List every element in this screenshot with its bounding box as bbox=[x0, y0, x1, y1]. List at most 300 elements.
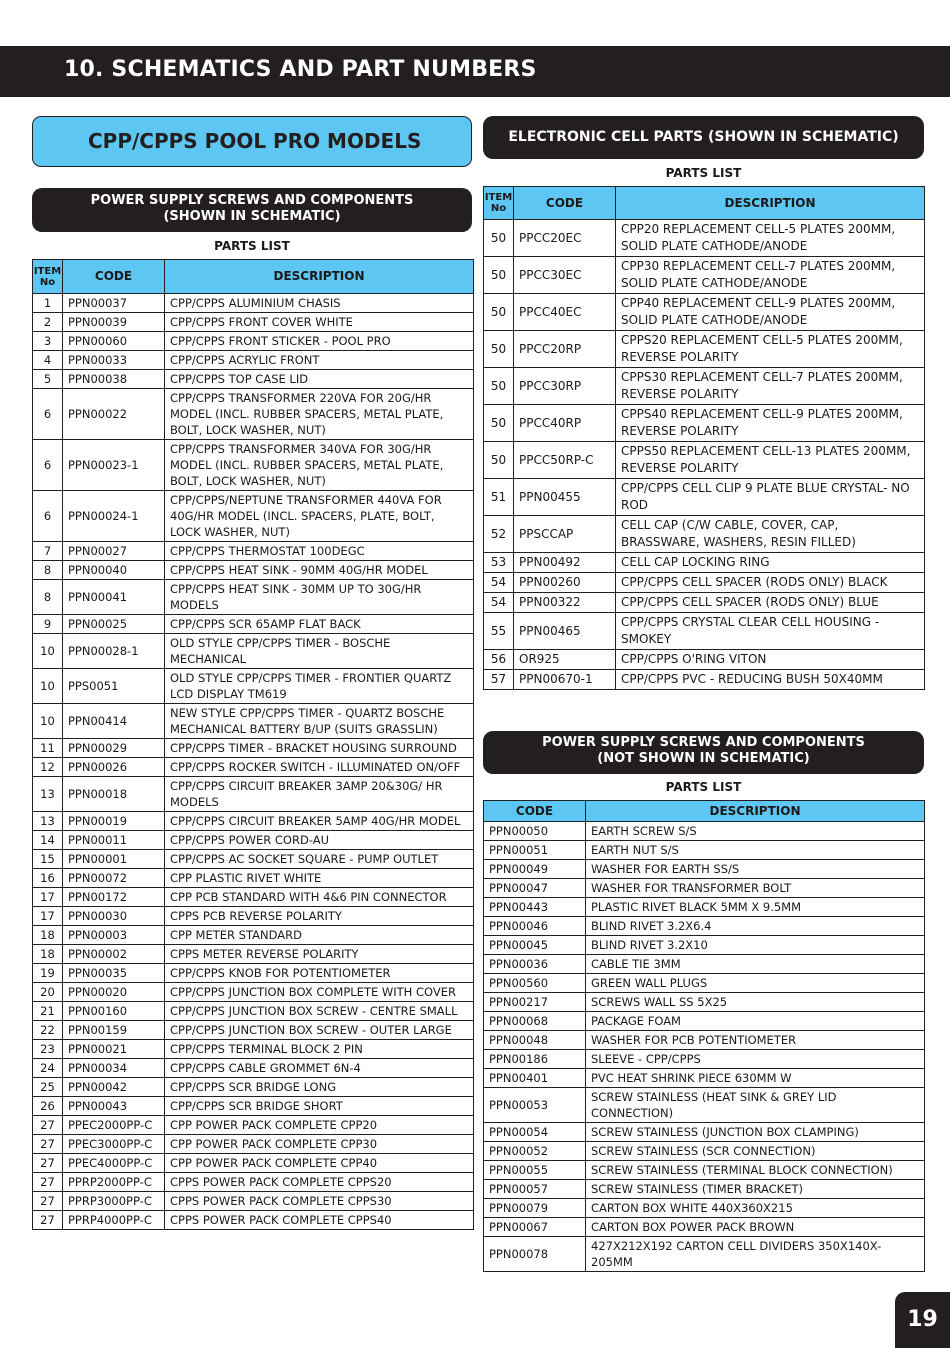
part-code: PPN00068 bbox=[484, 1012, 586, 1031]
item-number: 21 bbox=[33, 1002, 63, 1021]
table-row bbox=[33, 580, 474, 615]
part-code: PPN00028-1 bbox=[63, 634, 165, 669]
part-code: PPN00030 bbox=[63, 907, 165, 926]
part-description: CABLE TIE 3MM bbox=[586, 955, 925, 974]
part-description: CPP/CPPS POWER CORD-AU bbox=[165, 831, 474, 850]
part-description: CPP/CPPS CELL SPACER (RODS ONLY) BLUE bbox=[616, 593, 925, 613]
table-row bbox=[484, 1199, 925, 1218]
part-description: CPP/CPPS CABLE GROMMET 6N-4 bbox=[165, 1059, 474, 1078]
models-title-box bbox=[32, 116, 472, 167]
part-code: PPRP3000PP-C bbox=[63, 1192, 165, 1211]
models-title: CPP/CPPS POOL PRO MODELS bbox=[88, 129, 422, 153]
part-description: SCREW STAINLESS (TERMINAL BLOCK CONNECTION) bbox=[586, 1161, 925, 1180]
part-description: CPP/CPPS JUNCTION BOX SCREW - OUTER LARGE bbox=[165, 1021, 474, 1040]
part-code: PPN00051 bbox=[484, 841, 586, 860]
table-row bbox=[33, 1173, 474, 1192]
part-description: CPPS PCB REVERSE POLARITY bbox=[165, 907, 474, 926]
part-code: PPN00052 bbox=[484, 1142, 586, 1161]
part-code: PPN00001 bbox=[63, 850, 165, 869]
part-description: CPP/CPPS JUNCTION BOX COMPLETE WITH COVER bbox=[165, 983, 474, 1002]
part-code: PPN00033 bbox=[63, 351, 165, 370]
part-description: SCREW STAINLESS (SCR CONNECTION) bbox=[586, 1142, 925, 1161]
table-row bbox=[33, 389, 474, 440]
part-description: CPP/CPPS TOP CASE LID bbox=[165, 370, 474, 389]
item-number: 50 bbox=[484, 294, 514, 331]
table-row bbox=[33, 907, 474, 926]
item-number: 56 bbox=[484, 650, 514, 670]
part-code: PPN00035 bbox=[63, 964, 165, 983]
part-code: PPN00025 bbox=[63, 615, 165, 634]
power-supply-shown-title-line2: (SHOWN IN SCHEMATIC) bbox=[163, 209, 341, 224]
item-number: 50 bbox=[484, 331, 514, 368]
table-row bbox=[484, 1069, 925, 1088]
item-number: 19 bbox=[33, 964, 63, 983]
table-row bbox=[33, 561, 474, 580]
table-row bbox=[33, 294, 474, 313]
table-row bbox=[484, 573, 925, 593]
table-row bbox=[484, 220, 925, 257]
table-row bbox=[33, 888, 474, 907]
table-row bbox=[484, 860, 925, 879]
part-description: CPP/CPPS FRONT COVER WHITE bbox=[165, 313, 474, 332]
table-row bbox=[484, 955, 925, 974]
part-description: CPPS POWER PACK COMPLETE CPPS30 bbox=[165, 1192, 474, 1211]
part-description: CPP/CPPS CELL SPACER (RODS ONLY) BLACK bbox=[616, 573, 925, 593]
item-number: 9 bbox=[33, 615, 63, 634]
table-row bbox=[33, 704, 474, 739]
part-description: OLD STYLE CPP/CPPS TIMER - BOSCHE MECHANICAL bbox=[165, 634, 474, 669]
part-description: CPPS50 REPLACEMENT CELL-13 PLATES 200MM, REVERSE POLARITY bbox=[616, 442, 925, 479]
item-number: 6 bbox=[33, 440, 63, 491]
table-row bbox=[33, 542, 474, 561]
item-number: 13 bbox=[33, 812, 63, 831]
table-row bbox=[33, 926, 474, 945]
part-code: PPN00217 bbox=[484, 993, 586, 1012]
part-code: PPN00260 bbox=[514, 573, 616, 593]
part-code: PPN00322 bbox=[514, 593, 616, 613]
item-number: 6 bbox=[33, 389, 63, 440]
item-number: 7 bbox=[33, 542, 63, 561]
item-number: 2 bbox=[33, 313, 63, 332]
part-description: CARTON BOX POWER PACK BROWN bbox=[586, 1218, 925, 1237]
table-row bbox=[33, 1040, 474, 1059]
table-row bbox=[484, 670, 925, 690]
part-code: PPN00078 bbox=[484, 1237, 586, 1272]
table-row bbox=[33, 1097, 474, 1116]
item-number: 25 bbox=[33, 1078, 63, 1097]
part-description: CPP40 REPLACEMENT CELL-9 PLATES 200MM, SOLID PLATE CATHODE/ANODE bbox=[616, 294, 925, 331]
part-description: SCREW STAINLESS (JUNCTION BOX CLAMPING) bbox=[586, 1123, 925, 1142]
table-row bbox=[484, 1218, 925, 1237]
table-row bbox=[484, 479, 925, 516]
part-description: CPPS30 REPLACEMENT CELL-7 PLATES 200MM, REVERSE POLARITY bbox=[616, 368, 925, 405]
item-number: 27 bbox=[33, 1173, 63, 1192]
parts-list-label-left: PARTS LIST bbox=[214, 239, 290, 253]
part-description: CPP/CPPS TRANSFORMER 340VA FOR 30G/HR MODEL (INCL. RUBBER SPACERS, METAL PLATE, BOLT, LOCK WASHER, NUT) bbox=[165, 440, 474, 491]
part-description: CPP/CPPS AC SOCKET SQUARE - PUMP OUTLET bbox=[165, 850, 474, 869]
part-description: PVC HEAT SHRINK PIECE 630MM W bbox=[586, 1069, 925, 1088]
table-row bbox=[484, 1180, 925, 1199]
table-row bbox=[484, 331, 925, 368]
item-number: 10 bbox=[33, 669, 63, 704]
power-supply-not-shown-banner bbox=[483, 731, 924, 774]
col-header-code: CODE bbox=[484, 801, 586, 822]
part-description: CELL CAP (C/W CABLE, COVER, CAP, BRASSWARE, WASHERS, RESIN FILLED) bbox=[616, 516, 925, 553]
item-number: 12 bbox=[33, 758, 63, 777]
page-number: 19 bbox=[895, 1292, 950, 1348]
item-number: 50 bbox=[484, 220, 514, 257]
item-number: 8 bbox=[33, 561, 63, 580]
part-code: PPN00047 bbox=[484, 879, 586, 898]
part-code: PPCC20EC bbox=[514, 220, 616, 257]
item-number: 50 bbox=[484, 405, 514, 442]
item-number: 13 bbox=[33, 777, 63, 812]
table-row bbox=[484, 1088, 925, 1123]
part-description: BLIND RIVET 3.2X10 bbox=[586, 936, 925, 955]
table-row bbox=[484, 405, 925, 442]
part-description: SCREW STAINLESS (TIMER BRACKET) bbox=[586, 1180, 925, 1199]
item-number: 54 bbox=[484, 573, 514, 593]
part-code: PPS0051 bbox=[63, 669, 165, 704]
table-row bbox=[33, 945, 474, 964]
item-number: 14 bbox=[33, 831, 63, 850]
item-number: 23 bbox=[33, 1040, 63, 1059]
part-code: PPRP2000PP-C bbox=[63, 1173, 165, 1192]
table-row bbox=[33, 1135, 474, 1154]
power-supply-shown-title-line1: POWER SUPPLY SCREWS AND COMPONENTS bbox=[90, 193, 414, 208]
item-number: 27 bbox=[33, 1192, 63, 1211]
part-code: PPN00079 bbox=[484, 1199, 586, 1218]
part-description: CARTON BOX WHITE 440X360X215 bbox=[586, 1199, 925, 1218]
item-number: 10 bbox=[33, 704, 63, 739]
part-code: PPCC40EC bbox=[514, 294, 616, 331]
item-number: 50 bbox=[484, 368, 514, 405]
part-description: CPP/CPPS O'RING VITON bbox=[616, 650, 925, 670]
table-row bbox=[484, 1237, 925, 1272]
part-code: PPN00053 bbox=[484, 1088, 586, 1123]
table-row bbox=[33, 634, 474, 669]
part-description: PLASTIC RIVET BLACK 5MM X 9.5MM bbox=[586, 898, 925, 917]
table-row bbox=[33, 850, 474, 869]
item-number: 50 bbox=[484, 257, 514, 294]
power-supply-shown-table bbox=[32, 259, 474, 1230]
item-number: 4 bbox=[33, 351, 63, 370]
table-row bbox=[33, 351, 474, 370]
electronic-cell-table bbox=[483, 186, 925, 690]
table-row bbox=[33, 983, 474, 1002]
part-description: CPP/CPPS JUNCTION BOX SCREW - CENTRE SMALL bbox=[165, 1002, 474, 1021]
part-code: PPN00465 bbox=[514, 613, 616, 650]
col-header-description: DESCRIPTION bbox=[165, 260, 474, 294]
part-description: SLEEVE - CPP/CPPS bbox=[586, 1050, 925, 1069]
table-row bbox=[33, 1116, 474, 1135]
part-code: PPCC50RP-C bbox=[514, 442, 616, 479]
part-code: PPN00072 bbox=[63, 869, 165, 888]
part-code: PPN00049 bbox=[484, 860, 586, 879]
table-row bbox=[33, 1192, 474, 1211]
table-row bbox=[33, 1078, 474, 1097]
item-number: 55 bbox=[484, 613, 514, 650]
part-description: SCREW STAINLESS (HEAT SINK & GREY LID CONNECTION) bbox=[586, 1088, 925, 1123]
part-description: CPPS20 REPLACEMENT CELL-5 PLATES 200MM, REVERSE POLARITY bbox=[616, 331, 925, 368]
part-description: EARTH NUT S/S bbox=[586, 841, 925, 860]
part-description: OLD STYLE CPP/CPPS TIMER - FRONTIER QUARTZ LCD DISPLAY TM619 bbox=[165, 669, 474, 704]
table-row bbox=[33, 1154, 474, 1173]
table-row bbox=[33, 332, 474, 351]
part-description: CPP/CPPS SCR BRIDGE SHORT bbox=[165, 1097, 474, 1116]
table-row bbox=[484, 879, 925, 898]
table-row bbox=[484, 917, 925, 936]
col-header-description: DESCRIPTION bbox=[586, 801, 925, 822]
part-description: CPP/CPPS TIMER - BRACKET HOUSING SURROUND bbox=[165, 739, 474, 758]
part-code: PPN00011 bbox=[63, 831, 165, 850]
part-description: CPP/CPPS HEAT SINK - 30MM UP TO 30G/HR MODELS bbox=[165, 580, 474, 615]
table-row bbox=[33, 831, 474, 850]
item-number: 52 bbox=[484, 516, 514, 553]
item-number: 18 bbox=[33, 926, 63, 945]
item-number: 10 bbox=[33, 634, 63, 669]
table-row bbox=[484, 368, 925, 405]
part-code: PPN00037 bbox=[63, 294, 165, 313]
item-number: 27 bbox=[33, 1211, 63, 1230]
item-number: 1 bbox=[33, 294, 63, 313]
part-code: PPEC2000PP-C bbox=[63, 1116, 165, 1135]
part-description: CPPS POWER PACK COMPLETE CPPS40 bbox=[165, 1211, 474, 1230]
part-code: PPN00023-1 bbox=[63, 440, 165, 491]
table-row bbox=[33, 440, 474, 491]
part-code: PPN00042 bbox=[63, 1078, 165, 1097]
part-code: PPN00046 bbox=[484, 917, 586, 936]
part-description: CPP/CPPS ACRYLIC FRONT bbox=[165, 351, 474, 370]
item-number: 18 bbox=[33, 945, 63, 964]
part-code: PPN00043 bbox=[63, 1097, 165, 1116]
part-code: PPN00045 bbox=[484, 936, 586, 955]
power-supply-shown-banner bbox=[32, 188, 472, 232]
part-code: PPN00048 bbox=[484, 1031, 586, 1050]
table-row bbox=[484, 898, 925, 917]
table-row bbox=[484, 1142, 925, 1161]
part-description: CPPS METER REVERSE POLARITY bbox=[165, 945, 474, 964]
table-row bbox=[484, 822, 925, 841]
table-row bbox=[33, 313, 474, 332]
part-description: CPP/CPPS PVC - REDUCING BUSH 50X40MM bbox=[616, 670, 925, 690]
part-code: PPN00020 bbox=[63, 983, 165, 1002]
col-header-item: ITEM No bbox=[484, 187, 514, 220]
table-row bbox=[484, 553, 925, 573]
item-number: 53 bbox=[484, 553, 514, 573]
item-number: 5 bbox=[33, 370, 63, 389]
item-number: 11 bbox=[33, 739, 63, 758]
table-row bbox=[33, 1059, 474, 1078]
table-row bbox=[484, 442, 925, 479]
parts-list-label-right-2: PARTS LIST bbox=[665, 780, 742, 794]
electronic-cell-banner bbox=[483, 116, 924, 159]
part-description: CPP/CPPS ROCKER SWITCH - ILLUMINATED ON/OFF bbox=[165, 758, 474, 777]
part-description: CPP/CPPS CIRCUIT BREAKER 5AMP 40G/HR MODEL bbox=[165, 812, 474, 831]
part-code: PPCC30EC bbox=[514, 257, 616, 294]
item-number: 8 bbox=[33, 580, 63, 615]
item-number: 3 bbox=[33, 332, 63, 351]
part-code: PPN00041 bbox=[63, 580, 165, 615]
part-description: CPP/CPPS THERMOSTAT 100DEGC bbox=[165, 542, 474, 561]
item-number: 54 bbox=[484, 593, 514, 613]
part-description: CPP POWER PACK COMPLETE CPP30 bbox=[165, 1135, 474, 1154]
item-number: 22 bbox=[33, 1021, 63, 1040]
part-code: PPN00018 bbox=[63, 777, 165, 812]
col-header-item: ITEM No bbox=[33, 260, 63, 294]
part-code: PPN00160 bbox=[63, 1002, 165, 1021]
table-row bbox=[484, 294, 925, 331]
part-description: CPP/CPPS SCR 65AMP FLAT BACK bbox=[165, 615, 474, 634]
part-description: CPP30 REPLACEMENT CELL-7 PLATES 200MM, SOLID PLATE CATHODE/ANODE bbox=[616, 257, 925, 294]
part-description: NEW STYLE CPP/CPPS TIMER - QUARTZ BOSCHE MECHANICAL BATTERY B/UP (SUITS GRASSLIN) bbox=[165, 704, 474, 739]
table-row bbox=[33, 758, 474, 777]
item-number: 50 bbox=[484, 442, 514, 479]
table-row bbox=[484, 1031, 925, 1050]
item-number: 57 bbox=[484, 670, 514, 690]
part-description: CPPS40 REPLACEMENT CELL-9 PLATES 200MM, REVERSE POLARITY bbox=[616, 405, 925, 442]
part-code: PPEC3000PP-C bbox=[63, 1135, 165, 1154]
table-row bbox=[33, 1002, 474, 1021]
power-supply-not-shown-table bbox=[483, 800, 925, 1272]
item-number: 6 bbox=[33, 491, 63, 542]
table-row bbox=[484, 841, 925, 860]
part-description: CPP METER STANDARD bbox=[165, 926, 474, 945]
item-number: 27 bbox=[33, 1116, 63, 1135]
table-row bbox=[484, 1050, 925, 1069]
item-number: 17 bbox=[33, 907, 63, 926]
table-row bbox=[484, 1123, 925, 1142]
electronic-cell-title: ELECTRONIC CELL PARTS (SHOWN IN SCHEMATIC) bbox=[508, 129, 899, 145]
part-description: CPP/CPPS ALUMINIUM CHASIS bbox=[165, 294, 474, 313]
part-code: PPN00036 bbox=[484, 955, 586, 974]
part-code: PPN00040 bbox=[63, 561, 165, 580]
part-description: CPP/CPPS SCR BRIDGE LONG bbox=[165, 1078, 474, 1097]
part-description: CPP20 REPLACEMENT CELL-5 PLATES 200MM, SOLID PLATE CATHODE/ANODE bbox=[616, 220, 925, 257]
part-description: 427X212X192 CARTON CELL DIVIDERS 350X140X-205MM bbox=[586, 1237, 925, 1272]
part-code: PPN00038 bbox=[63, 370, 165, 389]
part-code: PPN00455 bbox=[514, 479, 616, 516]
part-description: CPPS POWER PACK COMPLETE CPPS20 bbox=[165, 1173, 474, 1192]
item-number: 20 bbox=[33, 983, 63, 1002]
part-code: PPN00022 bbox=[63, 389, 165, 440]
part-description: CPP/CPPS TRANSFORMER 220VA FOR 20G/HR MODEL (INCL. RUBBER SPACERS, METAL PLATE, BOLT, LOCK WASHER, NUT) bbox=[165, 389, 474, 440]
part-description: CPP PCB STANDARD WITH 4&6 PIN CONNECTOR bbox=[165, 888, 474, 907]
part-description: CPP/CPPS CRYSTAL CLEAR CELL HOUSING - SMOKEY bbox=[616, 613, 925, 650]
col-header-code: CODE bbox=[514, 187, 616, 220]
part-code: PPSCCAP bbox=[514, 516, 616, 553]
part-code: PPN00026 bbox=[63, 758, 165, 777]
part-code: PPN00027 bbox=[63, 542, 165, 561]
item-number: 17 bbox=[33, 888, 63, 907]
part-description: CPP/CPPS/NEPTUNE TRANSFORMER 440VA FOR 40G/HR MODEL (INCL. SPACERS, PLATE, BOLT, LOCK WASHER, NUT) bbox=[165, 491, 474, 542]
part-description: GREEN WALL PLUGS bbox=[586, 974, 925, 993]
part-code: PPN00055 bbox=[484, 1161, 586, 1180]
col-header-code: CODE bbox=[63, 260, 165, 294]
table-row bbox=[33, 964, 474, 983]
table-row bbox=[484, 993, 925, 1012]
part-code: PPN00186 bbox=[484, 1050, 586, 1069]
table-row bbox=[33, 615, 474, 634]
part-code: PPN00021 bbox=[63, 1040, 165, 1059]
part-code: PPN00067 bbox=[484, 1218, 586, 1237]
part-code: PPN00024-1 bbox=[63, 491, 165, 542]
table-row bbox=[484, 1012, 925, 1031]
part-description: CPP/CPPS CIRCUIT BREAKER 3AMP 20&30G/ HR MODELS bbox=[165, 777, 474, 812]
part-code: PPN00401 bbox=[484, 1069, 586, 1088]
item-number: 24 bbox=[33, 1059, 63, 1078]
table-row bbox=[484, 936, 925, 955]
table-row bbox=[484, 1161, 925, 1180]
item-number: 16 bbox=[33, 869, 63, 888]
table-row bbox=[33, 812, 474, 831]
part-code: PPCC40RP bbox=[514, 405, 616, 442]
table-row bbox=[33, 669, 474, 704]
part-description: CELL CAP LOCKING RING bbox=[616, 553, 925, 573]
part-description: SCREWS WALL SS 5X25 bbox=[586, 993, 925, 1012]
part-code: PPN00492 bbox=[514, 553, 616, 573]
part-description: WASHER FOR TRANSFORMER BOLT bbox=[586, 879, 925, 898]
table-row bbox=[33, 777, 474, 812]
header-bar bbox=[0, 46, 950, 97]
part-description: CPP POWER PACK COMPLETE CPP20 bbox=[165, 1116, 474, 1135]
table-row bbox=[484, 593, 925, 613]
table-row bbox=[33, 739, 474, 758]
item-number: 51 bbox=[484, 479, 514, 516]
part-code: PPN00039 bbox=[63, 313, 165, 332]
item-number: 27 bbox=[33, 1154, 63, 1173]
part-code: PPN00034 bbox=[63, 1059, 165, 1078]
part-description: PACKAGE FOAM bbox=[586, 1012, 925, 1031]
item-number: 15 bbox=[33, 850, 63, 869]
part-code: PPN00002 bbox=[63, 945, 165, 964]
table-row bbox=[33, 1211, 474, 1230]
part-code: PPCC20RP bbox=[514, 331, 616, 368]
part-code: PPRP4000PP-C bbox=[63, 1211, 165, 1230]
table-row bbox=[33, 1021, 474, 1040]
part-description: WASHER FOR EARTH SS/S bbox=[586, 860, 925, 879]
item-number: 27 bbox=[33, 1135, 63, 1154]
power-supply-not-shown-title-line2: (NOT SHOWN IN SCHEMATIC) bbox=[597, 751, 810, 766]
part-description: WASHER FOR PCB POTENTIOMETER bbox=[586, 1031, 925, 1050]
table-row bbox=[484, 974, 925, 993]
part-code: PPN00443 bbox=[484, 898, 586, 917]
part-description: CPP POWER PACK COMPLETE CPP40 bbox=[165, 1154, 474, 1173]
part-description: CPP/CPPS KNOB FOR POTENTIOMETER bbox=[165, 964, 474, 983]
item-number: 26 bbox=[33, 1097, 63, 1116]
part-code: PPN00003 bbox=[63, 926, 165, 945]
table-row bbox=[484, 516, 925, 553]
part-description: CPP PLASTIC RIVET WHITE bbox=[165, 869, 474, 888]
table-row bbox=[33, 869, 474, 888]
part-description: CPP/CPPS TERMINAL BLOCK 2 PIN bbox=[165, 1040, 474, 1059]
part-code: PPN00050 bbox=[484, 822, 586, 841]
power-supply-not-shown-title-line1: POWER SUPPLY SCREWS AND COMPONENTS bbox=[542, 735, 865, 750]
part-code: PPN00054 bbox=[484, 1123, 586, 1142]
part-code: PPN00060 bbox=[63, 332, 165, 351]
part-code: PPN00159 bbox=[63, 1021, 165, 1040]
part-code: PPN00019 bbox=[63, 812, 165, 831]
part-description: EARTH SCREW S/S bbox=[586, 822, 925, 841]
part-code: PPCC30RP bbox=[514, 368, 616, 405]
parts-list-label-right: PARTS LIST bbox=[665, 166, 742, 180]
part-code: PPN00172 bbox=[63, 888, 165, 907]
table-row bbox=[484, 650, 925, 670]
part-code: PPN00057 bbox=[484, 1180, 586, 1199]
table-row bbox=[33, 491, 474, 542]
col-header-description: DESCRIPTION bbox=[616, 187, 925, 220]
part-description: CPP/CPPS HEAT SINK - 90MM 40G/HR MODEL bbox=[165, 561, 474, 580]
